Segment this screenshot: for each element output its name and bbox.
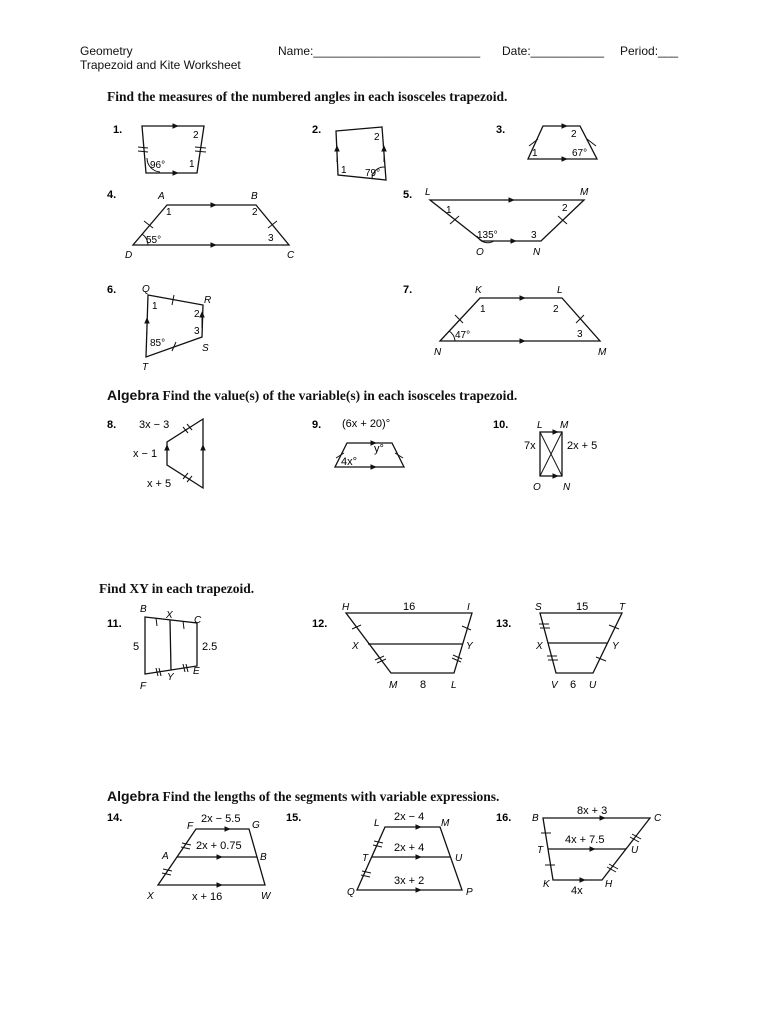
problem-11-vertex-Y: Y [167, 672, 174, 683]
problem-6-vertex-Q: Q [142, 284, 150, 295]
problem-4-mark-2: 2 [252, 207, 258, 218]
problem-12-tick [352, 625, 361, 629]
problem-11-vertex-B: B [140, 604, 147, 615]
problem-11-vertex-E: E [193, 666, 200, 677]
problem-13-number: 13. [496, 618, 512, 630]
problem-16-vertex-B: B [532, 813, 539, 824]
date-field[interactable]: Date:___________ [502, 44, 605, 58]
problem-13-vertex-V: V [551, 680, 558, 691]
problem-9 [312, 418, 404, 468]
problem-14-vertex-X: X [147, 891, 154, 902]
name-field[interactable]: Name:_________________________ [278, 44, 481, 58]
problem-16-vertex-U: U [631, 845, 639, 856]
problem-12-tick [453, 655, 462, 659]
problem-15-mid-expr: 2x + 4 [394, 842, 425, 854]
problem-6-mark-1: 1 [152, 301, 158, 312]
problem-13-vertex-Y: Y [612, 641, 619, 652]
problem-4-mark-1: 1 [166, 207, 172, 218]
problem-3-tick [529, 139, 538, 146]
problem-16-vertex-T: T [537, 845, 544, 856]
problem-10-vertex-O: O [533, 482, 541, 493]
problem-8-tick [183, 427, 188, 433]
problem-7-mark-1: 1 [480, 304, 486, 315]
course-title: Geometry [80, 44, 133, 58]
problem-13-vertex-S: S [535, 602, 542, 613]
problem-5 [403, 187, 589, 258]
problem-13-vertex-X: X [536, 641, 543, 652]
problem-10-vertex-L: L [537, 420, 543, 431]
problem-1-angle: 96° [150, 160, 166, 171]
section-2-lead: Algebra [107, 387, 160, 403]
problem-10-number: 10. [493, 419, 509, 431]
problem-11-vertex-X: X [166, 610, 173, 621]
problem-5-vertex-L: L [425, 187, 431, 198]
problem-13-vertex-T: T [619, 602, 626, 613]
problem-6-number: 6. [107, 284, 117, 296]
problem-8-number: 8. [107, 419, 117, 431]
problem-13-vertex-U: U [589, 680, 597, 691]
problem-12-top-length: 16 [403, 601, 416, 613]
problem-3-angle: 67° [572, 148, 588, 159]
problem-4-number: 4. [107, 189, 117, 201]
section-3-heading: Find XY in each trapezoid. [99, 581, 255, 596]
problem-15-vertex-U: U [455, 853, 463, 864]
problem-12-vertex-M: M [389, 680, 398, 691]
problem-11-vertex-F: F [140, 681, 147, 692]
problem-14-vertex-W: W [261, 891, 271, 902]
problem-8 [107, 419, 203, 490]
problem-6-vertex-S: S [202, 343, 209, 354]
problem-6-vertex-R: R [204, 295, 212, 306]
problem-15 [286, 811, 473, 898]
problem-1-tick [195, 147, 206, 148]
problem-2-number: 2. [312, 124, 322, 136]
problem-10-vertex-M: M [560, 420, 569, 431]
problem-11-number: 11. [107, 618, 122, 630]
problem-15-vertex-T: T [362, 853, 369, 864]
problem-6-angle: 85° [150, 338, 166, 349]
problem-11-left-length: 5 [133, 641, 140, 653]
problem-7-vertex-L: L [557, 285, 563, 296]
problem-15-vertex-Q: Q [347, 887, 355, 898]
problem-14-bot-expr: x + 16 [192, 891, 223, 903]
problem-5-mark-1: 1 [446, 205, 452, 216]
problem-14-number: 14. [107, 812, 123, 824]
problem-9-x: 4x° [341, 456, 358, 468]
problem-16-mid-expr: 4x + 7.5 [565, 834, 605, 846]
problem-3-number: 3. [496, 124, 506, 136]
problem-2 [312, 124, 386, 180]
problem-7-mark-2: 2 [553, 304, 559, 315]
section-1-heading: Find the measures of the numbered angles in each isosceles trapezoid. [107, 89, 508, 104]
problem-15-vertex-L: L [374, 818, 380, 829]
problem-6-vertex-T: T [142, 362, 149, 373]
problem-4-angle: 55° [146, 235, 162, 246]
problem-5-vertex-O: O [476, 247, 484, 258]
problem-10-vertex-N: N [563, 482, 571, 493]
problem-16-vertex-K: K [543, 879, 550, 890]
problem-2-angle: 79° [365, 168, 381, 179]
problem-1-tick [195, 151, 206, 152]
problem-9-number: 9. [312, 419, 322, 431]
problem-16-number: 16. [496, 812, 512, 824]
problem-14-mid-expr: 2x + 0.75 [196, 840, 242, 852]
problem-11-tick [183, 621, 184, 629]
problem-4-vertex-D: D [125, 250, 133, 261]
problem-14-vertex-B: B [260, 852, 267, 863]
problem-15-top-expr: 2x − 4 [394, 811, 425, 823]
problem-7-vertex-K: K [475, 285, 482, 296]
problem-1-tick [138, 151, 148, 152]
problem-12-trapezoid [346, 613, 472, 673]
problem-9-y: y° [374, 443, 384, 455]
problem-12-vertex-I: I [467, 602, 470, 613]
problem-10 [493, 419, 597, 493]
problem-14-vertex-A: A [162, 851, 169, 862]
problem-12-number: 12. [312, 618, 328, 630]
problem-7 [403, 284, 607, 358]
problem-6 [107, 284, 211, 373]
problem-1-number: 1. [113, 124, 123, 136]
problem-9-top-expr: (6x + 20)° [342, 418, 391, 430]
problem-14 [107, 812, 272, 903]
problem-4 [107, 189, 295, 261]
problem-3-mark-1: 1 [532, 148, 538, 159]
problem-7-mark-3: 3 [577, 329, 583, 340]
problem-8-top-expr: 3x − 3 [139, 419, 170, 431]
section-4-lead: Algebra [107, 788, 160, 804]
problem-5-mark-2: 2 [562, 203, 568, 214]
problem-5-trapezoid [430, 200, 584, 241]
problem-12-vertex-Y: Y [466, 641, 473, 652]
problem-5-vertex-M: M [580, 187, 589, 198]
problem-7-tick [455, 315, 463, 323]
problem-16-bot-expr: 4x [571, 885, 583, 897]
problem-12-vertex-H: H [342, 602, 350, 613]
problem-5-vertex-N: N [533, 247, 541, 258]
problem-11-vertex-C: C [194, 615, 202, 626]
problem-14-top-expr: 2x − 5.5 [201, 813, 241, 825]
problem-12-bottom-length: 8 [420, 679, 427, 691]
problem-1-mark-1: 1 [189, 159, 195, 170]
problem-6-mark-3: 3 [194, 326, 200, 337]
problem-8-bot-expr: x + 5 [147, 478, 172, 490]
problem-14-vertex-F: F [187, 821, 194, 832]
problem-13 [496, 601, 626, 691]
problem-16-vertex-H: H [605, 879, 613, 890]
problem-16-vertex-C: C [654, 813, 662, 824]
problem-12-vertex-X: X [352, 641, 359, 652]
problem-4-vertex-C: C [287, 250, 295, 261]
problem-7-vertex-M: M [598, 347, 607, 358]
problem-6-mark-2: 2 [194, 309, 200, 320]
problem-15-number: 15. [286, 812, 302, 824]
problem-4-mark-3: 3 [268, 233, 274, 244]
problem-4-vertex-A: A [158, 191, 165, 202]
problem-3 [496, 124, 597, 159]
problem-16-top-expr: 8x + 3 [577, 805, 608, 817]
problem-1-tick [138, 147, 148, 148]
problem-1-mark-2: 2 [193, 130, 199, 141]
problem-10-right-expr: 2x + 5 [567, 440, 598, 452]
period-field[interactable]: Period:___ [620, 44, 679, 58]
problem-12 [312, 601, 474, 691]
problem-15-vertex-P: P [466, 887, 473, 898]
problem-7-number: 7. [403, 284, 413, 296]
problem-14-vertex-G: G [252, 820, 260, 831]
problem-12-tick [452, 658, 461, 662]
problem-16 [496, 805, 662, 897]
problem-5-mark-3: 3 [531, 230, 537, 241]
problem-1 [113, 124, 206, 173]
problem-11-tick [156, 618, 157, 626]
problem-11-right-length: 2.5 [202, 641, 218, 653]
problem-15-vertex-M: M [441, 818, 450, 829]
problem-7-vertex-N: N [434, 347, 442, 358]
problem-11 [107, 604, 217, 692]
section-2-text: Find the value(s) of the variable(s) in each isosceles trapezoid. [162, 388, 518, 403]
problem-12-vertex-L: L [451, 680, 457, 691]
problem-11-midsegment [170, 620, 171, 670]
problem-15-bot-expr: 3x + 2 [394, 875, 425, 887]
problem-3-mark-2: 2 [571, 129, 577, 140]
problem-8-mid-expr: x − 1 [133, 448, 158, 460]
problem-5-number: 5. [403, 189, 413, 201]
problem-7-angle: 47° [455, 330, 471, 341]
problem-15-tick [362, 871, 371, 873]
problem-4-vertex-B: B [251, 191, 258, 202]
problem-10-left-expr: 7x [524, 440, 536, 452]
problem-5-angle: 135° [477, 230, 498, 241]
worksheet-title: Trapezoid and Kite Worksheet [80, 58, 241, 72]
section-4-text: Find the lengths of the segments with variable expressions. [162, 789, 500, 804]
problem-13-bottom-length: 6 [570, 679, 577, 691]
problem-2-mark-2: 2 [374, 132, 380, 143]
problem-2-mark-1: 1 [341, 165, 347, 176]
problem-13-top-length: 15 [576, 601, 589, 613]
